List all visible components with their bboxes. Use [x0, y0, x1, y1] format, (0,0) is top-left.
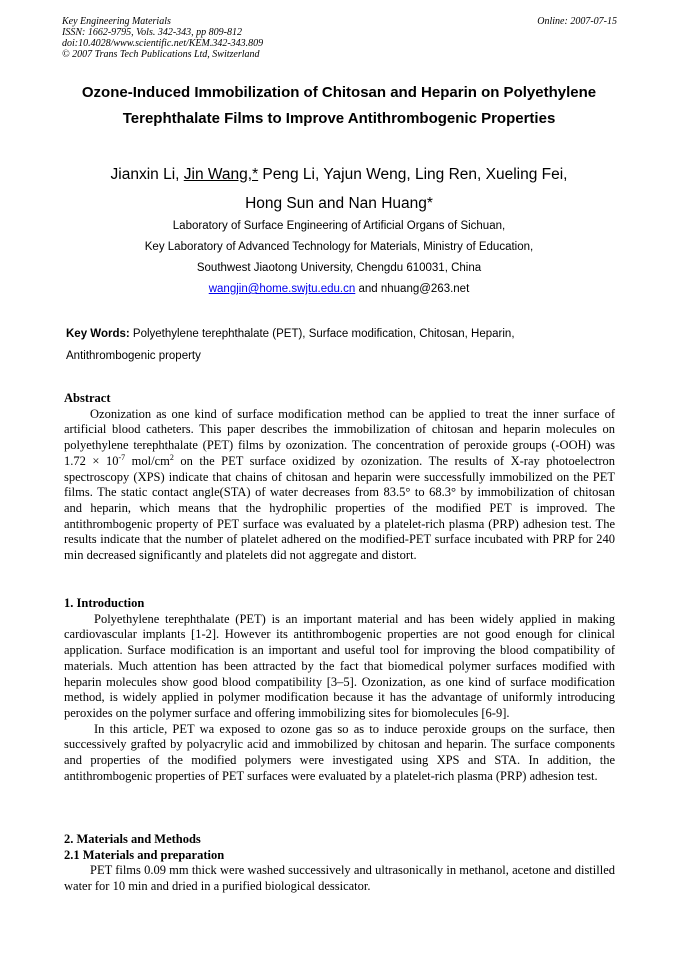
- keywords-line-1: [66, 323, 626, 345]
- email-line: [40, 279, 638, 300]
- methods-heading: 2. Materials and Methods: [64, 832, 201, 846]
- introduction-heading: 1. Introduction: [64, 596, 145, 610]
- authors-line-2: Hong Sun and Nan Huang*: [245, 195, 433, 212]
- methods-section: [64, 832, 615, 895]
- paper-title: [40, 80, 638, 132]
- abstract-text: mol/cm: [125, 453, 170, 468]
- authors-line-1: [40, 160, 638, 189]
- issn-line: ISSN: 1662-9795, Vols. 342-343, pp 809-812: [62, 27, 242, 38]
- affiliation-line-3: Southwest Jiaotong University, Chengdu 610031, China: [196, 262, 482, 274]
- abstract-section: [64, 391, 615, 564]
- keywords-text: Polyethylene terephthalate (PET), Surface modification, Chitosan, Heparin,: [129, 328, 515, 340]
- title-line-1: Ozone-Induced Immobilization of Chitosan and Heparin on Polyethylene: [81, 84, 597, 101]
- affiliation: [40, 216, 638, 300]
- abstract-paragraph: [64, 407, 615, 564]
- introduction-section: [64, 596, 615, 784]
- journal-header: [62, 16, 263, 60]
- exponent: -7: [118, 452, 126, 462]
- author-text: Peng Li, Yajun Weng, Ling Ren, Xueling Fei,: [258, 166, 568, 183]
- exponent: 2: [169, 452, 174, 462]
- abstract-text: on the PET surface oxidized by ozonization. The results of X-ray photoelectron spectroscopy (XPS) indicate that chains of chitosan and heparin were successfully immobilized on the PET films. The static contact angle(STA) of water decreases from 83.5° to 68.3° by immobilization of chitosan and heparin, which means that the hydrophilic properties of the modified PET is improved. The antithrombogenic property of PET surface was evaluated by a platelet-rich plasma (PRP) adhesion test. The results indicate that the number of platelet adhered on the modified-PET surface incubated with PRP for 240 min decreased significantly and platelets did not aggregate and distort.: [64, 453, 615, 563]
- abstract-heading: Abstract: [64, 391, 111, 405]
- doi-line[interactable]: doi:10.4028/www.scientific.net/KEM.342-343.809: [62, 38, 264, 49]
- affiliation-line-1: Laboratory of Surface Engineering of Artificial Organs of Sichuan,: [172, 220, 506, 232]
- introduction-paragraph-1: Polyethylene terephthalate (PET) is an important material and has been widely applied in making cardiovascular implants [1-2]. However its antithrombogenic properties are not good enough for clinical application. Surface modification is an important and useful tool for improving the blood compatibility of materials. Much attention has been attracted by the fact that biomedical polymer surfaces modified with heparin molecules show good blood compatibility [3–5]. Ozonization, as one kind of surface modification method, is widely applied in polymer modification because it has the advantage of uniformly introducing peroxides on the polymer surface and offering immobilizing sites for biomolecules [6-9].: [64, 611, 615, 720]
- author-list: [40, 160, 638, 218]
- methods-subheading: 2.1 Materials and preparation: [64, 847, 225, 862]
- copyright-line: © 2007 Trans Tech Publications Ltd, Switzerland: [62, 49, 260, 60]
- keywords-line-2: Antithrombogenic property: [66, 350, 201, 362]
- author-text: Jianxin Li,: [110, 166, 184, 183]
- keywords: [66, 323, 626, 367]
- author-corresponding: Jin Wang,*: [183, 166, 259, 183]
- keywords-label: Key Words:: [66, 328, 130, 340]
- email-text: and nhuang@263.net: [355, 283, 470, 295]
- methods-paragraph: PET films 0.09 mm thick were washed successively and ultrasonically in methanol, acetone and distilled water for 10 min and dried in a purified biological dessicator.: [64, 863, 615, 894]
- introduction-paragraph-2: In this article, PET wa exposed to ozone gas so as to induce peroxide groups on the surface, then successively grafted by polyacrylic acid and immobilized by chitosan and heparin. The surface components and properties of the modified polymers were investigated using XPS and STA. In addition, the antithrombogenic properties of PET surfaces were evaluated by a platelet-rich plasma (PRP) adhesion test.: [64, 721, 615, 783]
- affiliation-line-2: Key Laboratory of Advanced Technology for Materials, Ministry of Education,: [144, 241, 534, 253]
- abstract-text: Ozonization as one kind of surface modification method can be applied to treat the inner surface of artificial blood catheters. This paper describes the immobilization of chitosan and heparin molecules on polyethylene terephthalate (PET) films by ozonization. The concentration of peroxide groups (-OOH) was 1.72 × 10: [64, 406, 615, 468]
- journal-name: Key Engineering Materials: [62, 16, 171, 27]
- email-link[interactable]: wangjin@home.swjtu.edu.cn: [208, 283, 356, 295]
- title-line-2: Terephthalate Films to Improve Antithrombogenic Properties: [122, 110, 556, 127]
- online-date: Online: 2007-07-15: [537, 16, 617, 27]
